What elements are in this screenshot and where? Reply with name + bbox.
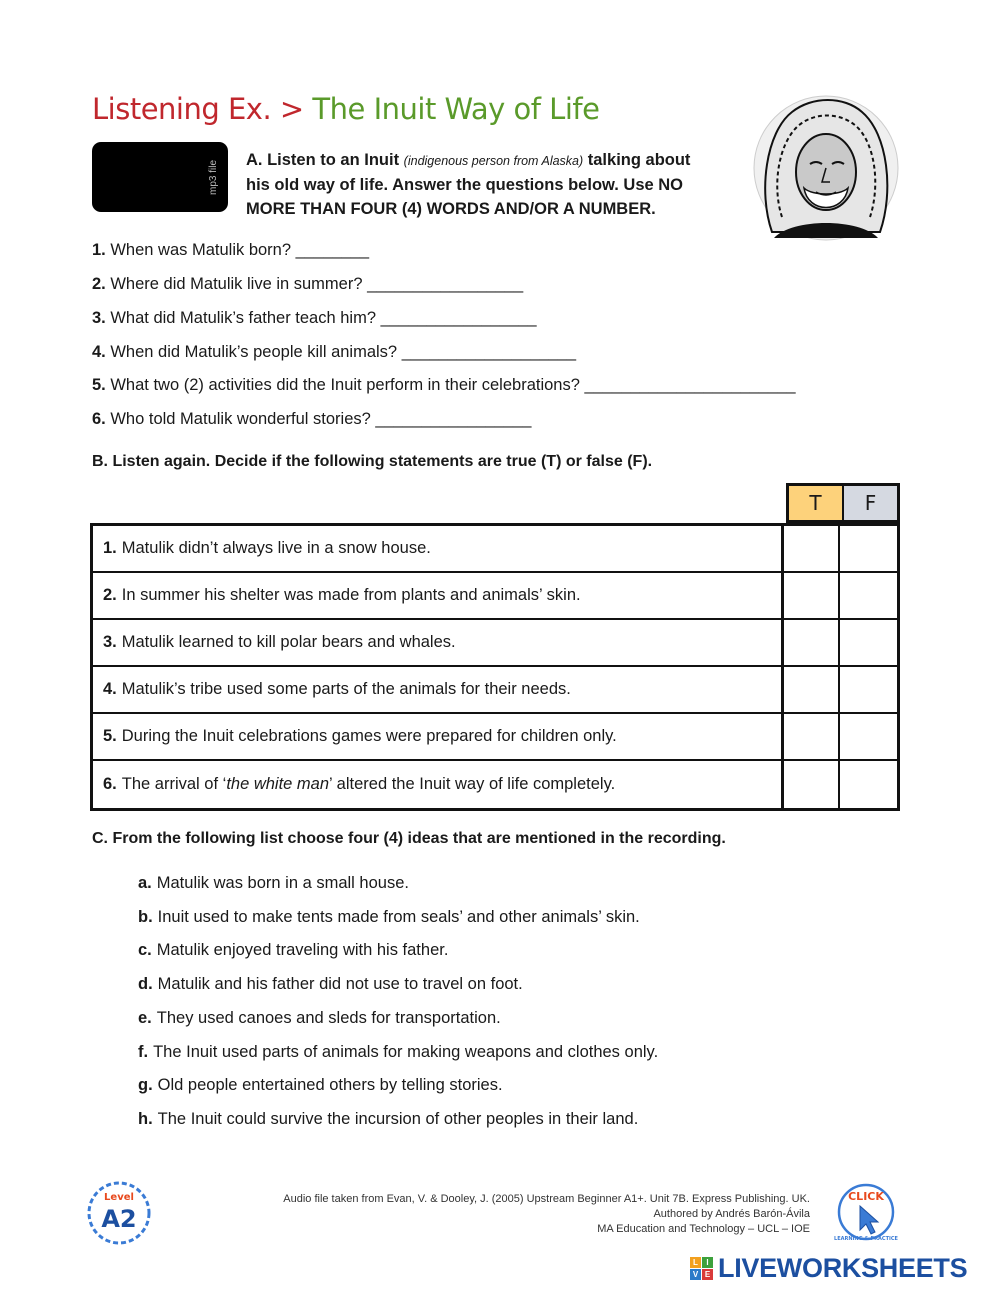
click-subtext: LEARNING & PRACTICE [834, 1236, 898, 1242]
option-h[interactable] [138, 1110, 638, 1129]
statement-italic: the white man [226, 775, 330, 793]
answer-blank[interactable]: _________________ [367, 275, 524, 293]
option-d[interactable] [138, 975, 523, 994]
question-3 [92, 309, 537, 328]
false-answer-cell[interactable] [840, 761, 897, 808]
table-row [93, 761, 897, 808]
section-a-rest: talking about [587, 151, 691, 169]
click-logo [830, 1180, 902, 1242]
statement [93, 526, 784, 571]
option-text: Inuit used to make tents made from seals’ and other animals’ skin. [157, 908, 640, 926]
page-title [92, 92, 599, 126]
option-text: Matulik enjoyed traveling with his father. [156, 941, 449, 959]
table-row [93, 620, 897, 667]
true-answer-cell[interactable] [784, 761, 841, 808]
statement [93, 714, 784, 759]
option-letter: e. [138, 1009, 152, 1027]
option-f[interactable] [138, 1043, 658, 1062]
question-6 [92, 410, 531, 429]
question-number: 5. [92, 376, 106, 394]
footer-affiliation: MA Education and Technology – UCL – IOE [597, 1223, 810, 1235]
question-text: Who told Matulik wonderful stories? [110, 410, 371, 428]
option-b[interactable] [138, 908, 640, 927]
option-e[interactable] [138, 1009, 501, 1028]
true-column-header: T [786, 483, 843, 523]
brand-mark-letter: E [702, 1269, 713, 1280]
section-a-line3: MORE THAN FOUR (4) WORDS AND/OR A NUMBER. [246, 200, 656, 218]
question-4 [92, 343, 576, 362]
statement-text: Matulik didn’t always live in a snow house. [121, 539, 431, 557]
question-number: 4. [92, 343, 106, 361]
question-1 [92, 241, 369, 260]
option-c[interactable] [138, 941, 448, 960]
audio-player[interactable] [92, 142, 228, 212]
false-column-header: F [843, 483, 900, 523]
statement-number: 1. [103, 539, 117, 557]
option-letter: c. [138, 941, 152, 959]
true-answer-cell[interactable] [784, 667, 841, 712]
statement-text: In summer his shelter was made from plants and animals’ skin. [121, 586, 581, 604]
liveworksheets-brand[interactable] [690, 1253, 967, 1284]
statement-text: The arrival of ‘ [121, 775, 227, 793]
level-code: A2 [101, 1205, 137, 1233]
section-a-instructions [246, 148, 746, 221]
section-b-instructions: B. Listen again. Decide if the following statements are true (T) or false (F). [92, 453, 653, 470]
liveworksheets-icon [690, 1257, 713, 1280]
option-text: The Inuit used parts of animals for making weapons and clothes only. [153, 1043, 659, 1061]
option-letter: g. [138, 1076, 153, 1094]
question-number: 6. [92, 410, 106, 428]
option-letter: f. [138, 1043, 149, 1061]
section-a-lead: A. Listen to an Inuit [246, 151, 400, 169]
question-number: 2. [92, 275, 106, 293]
option-text: Old people entertained others by telling stories. [157, 1076, 503, 1094]
question-text: When did Matulik’s people kill animals? [110, 343, 398, 361]
option-letter: h. [138, 1110, 153, 1128]
section-a-note: (indigenous person from Alaska) [403, 154, 584, 168]
table-row [93, 526, 897, 573]
true-answer-cell[interactable] [784, 573, 841, 618]
statement-number: 6. [103, 775, 117, 793]
footer-credits [283, 1192, 810, 1237]
table-row [93, 714, 897, 761]
statement [93, 573, 784, 618]
statement [93, 761, 784, 808]
true-answer-cell[interactable] [784, 526, 841, 571]
section-c-instructions: C. From the following list choose four (4) ideas that are mentioned in the recording. [92, 830, 726, 847]
true-answer-cell[interactable] [784, 620, 841, 665]
table-row [93, 573, 897, 620]
liveworksheets-wordmark: LIVEWORKSHEETS [718, 1253, 968, 1283]
answer-blank[interactable]: _______________________ [584, 376, 796, 394]
level-word: Level [104, 1192, 134, 1203]
option-letter: b. [138, 908, 153, 926]
footer-source: Audio file taken from Evan, V. & Dooley, J. (2005) Upstream Beginner A1+. Unit 7B. Express Publishing. UK. [283, 1193, 810, 1205]
brand-mark-letter: I [702, 1257, 713, 1268]
answer-blank[interactable]: _________________ [375, 410, 532, 428]
false-answer-cell[interactable] [840, 667, 897, 712]
statement-number: 5. [103, 727, 117, 745]
false-answer-cell[interactable] [840, 526, 897, 571]
false-answer-cell[interactable] [840, 714, 897, 759]
option-text: Matulik was born in a small house. [156, 874, 409, 892]
option-text: Matulik and his father did not use to travel on foot. [157, 975, 523, 993]
table-row [93, 667, 897, 714]
footer-author: Authored by Andrés Barón-Ávila [653, 1208, 810, 1220]
title-prefix: Listening Ex. > [92, 92, 304, 126]
question-text: What two (2) activities did the Inuit perform in their celebrations? [110, 376, 580, 394]
statement [93, 620, 784, 665]
question-number: 3. [92, 309, 106, 327]
section-a-line2: his old way of life. Answer the questions below. Use NO [246, 176, 684, 194]
brand-mark-letter: L [690, 1257, 701, 1268]
statement-number: 4. [103, 680, 117, 698]
question-5 [92, 376, 796, 395]
question-text: Where did Matulik live in summer? [110, 275, 363, 293]
brand-mark-letter: V [690, 1269, 701, 1280]
option-text: They used canoes and sleds for transportation. [156, 1009, 501, 1027]
true-false-rows [90, 523, 900, 811]
statement-number: 3. [103, 633, 117, 651]
option-letter: d. [138, 975, 153, 993]
question-number: 1. [92, 241, 106, 259]
inuit-portrait-image [752, 92, 900, 244]
title-main: The Inuit Way of Life [312, 92, 600, 126]
level-a2-badge [86, 1180, 152, 1246]
mp3-label: mp3 file [208, 159, 219, 195]
true-false-header [786, 483, 900, 523]
statement-number: 2. [103, 586, 117, 604]
question-text: When was Matulik born? [110, 241, 292, 259]
statement-text: Matulik learned to kill polar bears and whales. [121, 633, 456, 651]
answer-blank[interactable]: _________________ [380, 309, 537, 327]
statement [93, 667, 784, 712]
option-letter: a. [138, 874, 152, 892]
false-answer-cell[interactable] [840, 573, 897, 618]
statement-text-end: ’ altered the Inuit way of life completely. [329, 775, 616, 793]
question-text: What did Matulik’s father teach him? [110, 309, 377, 327]
statement-text: During the Inuit celebrations games were prepared for children only. [121, 727, 617, 745]
true-answer-cell[interactable] [784, 714, 841, 759]
click-text: CLICK [848, 1190, 884, 1203]
answer-blank[interactable]: ________ [295, 241, 370, 259]
option-text: The Inuit could survive the incursion of other peoples in their land. [157, 1110, 639, 1128]
option-g[interactable] [138, 1076, 503, 1095]
question-2 [92, 275, 523, 294]
statement-text: Matulik’s tribe used some parts of the animals for their needs. [121, 680, 571, 698]
answer-blank[interactable]: ___________________ [401, 343, 577, 361]
option-a[interactable] [138, 874, 409, 893]
false-answer-cell[interactable] [840, 620, 897, 665]
